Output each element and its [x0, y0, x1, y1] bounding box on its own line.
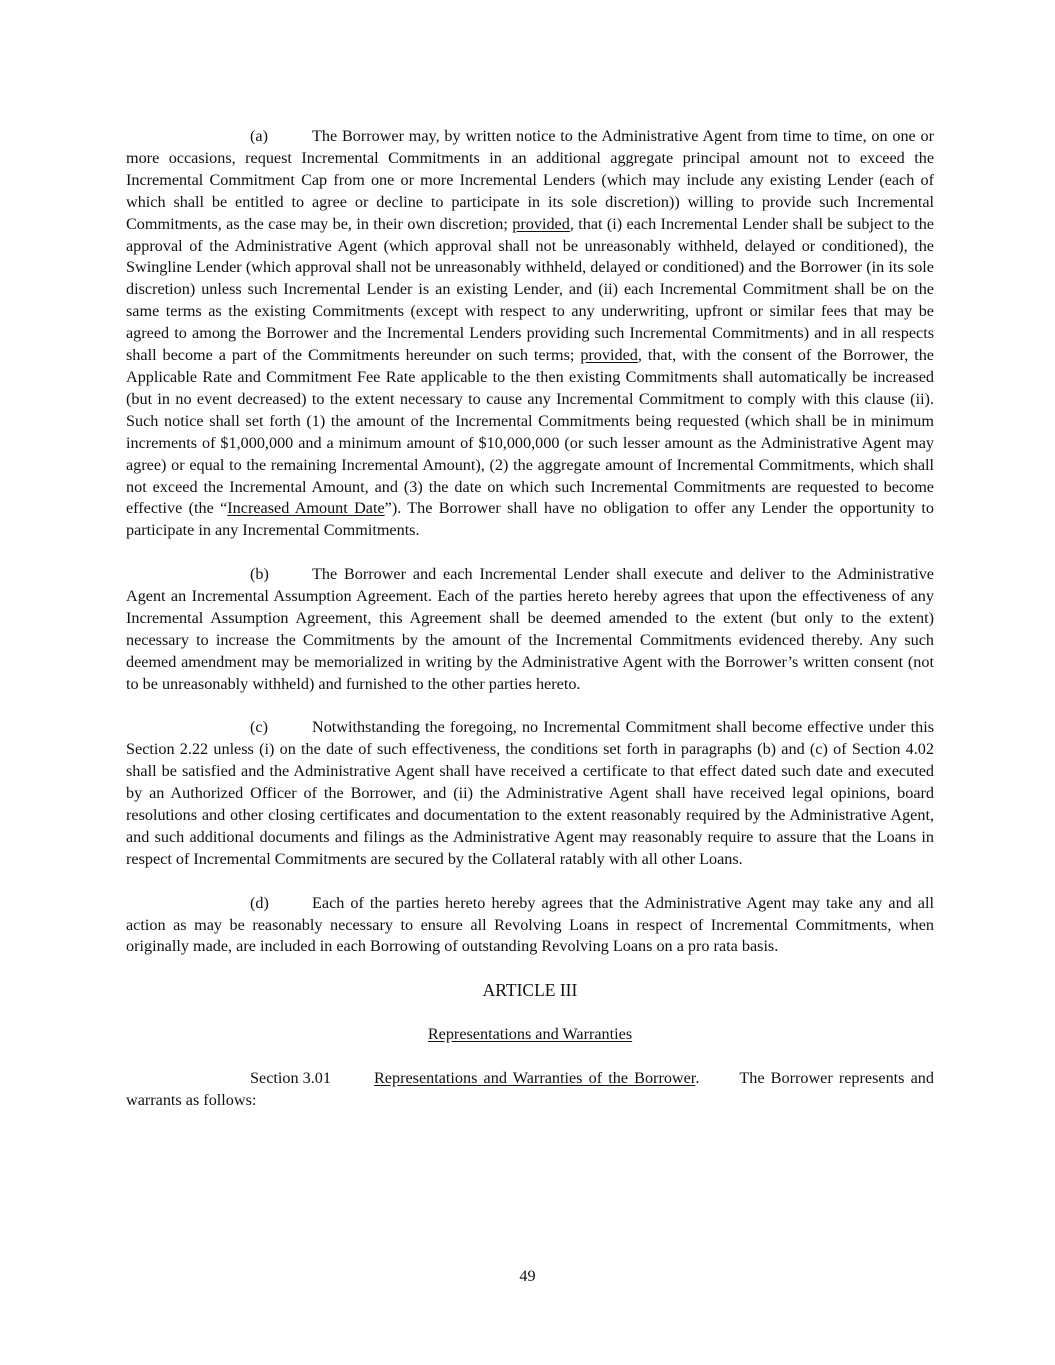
paragraph-a-text-3: , that, with the consent of the Borrower, the Applicable Rate and Commitment Fee Rate applicable to the then existing Commitments shall automatically be increased (but in no event decreased) to the extent necessary to cause any Incremental Commitment to comply with this clause (ii). Such notice shall set forth (1) the amount of the Incremental Commitments being requested (which shall be in minimum increments of $1,000,000 and a minimum amount of $10,000,000 (or such lesser amount as the Administrative Agent may agree) or equal to the remaining Incremental Amount), (2) the aggregate amount of Incremental Commitments, which shall not exceed the Incremental Amount, and (3) the date on which such Incremental Commitments are requested to become effective (the “ — [126, 346, 934, 518]
provided-term-1: provided — [512, 214, 570, 233]
paragraph-a-text-4: ”). The Borrower shall have no obligation to offer any Lender the opportunity to participate in any Incremental Commitments. — [126, 499, 935, 540]
paragraph-b-text: The Borrower and each Incremental Lender shall execute and deliver to the Administrative Agent an Incremental Assumption Agreement. Each of the parties hereto hereby agrees that upon the effectiveness of any Incremental Assumption Agreement, this Agreement shall be deemed amended to the extent (but only to the extent) necessary to increase the Commitments by the amount of the Incremental Commitments evidenced thereby. Any such deemed amendment may be memorialized in writing by the Administrative Agent with the Borrower’s written consent (not to be unreasonably withheld) and furnished to the other parties hereto. — [126, 565, 934, 693]
paragraph-a-label: (a) — [250, 127, 268, 145]
paragraph-d-text: Each of the parties hereto hereby agrees that the Administrative Agent may take any and all action as may be reasonably necessary to ensure all Revolving Loans in respect of Incremental Commitments, when originally made, are included in each Borrowing of outstanding Revolving Loans on a pro rata basis. — [126, 893, 934, 956]
paragraph-c — [126, 717, 934, 870]
provided-term-2: provided — [580, 346, 638, 365]
document-page — [126, 126, 934, 1112]
paragraph-b-label: (b) — [250, 565, 269, 584]
section-3-01-period: . — [695, 1069, 700, 1088]
section-3-01-title: Representations and Warranties of the Borrower — [374, 1069, 696, 1088]
paragraph-a-text-1: The Borrower may, by written notice to the Administrative Agent from time to time, on one or more occasions, request Incremental Commitments in an additional aggregate principal amount not to exceed the Incremental Commitment Cap from one or more Incremental Lenders (which may include any existing Lender (each of which shall be entitled to agree or decline to participate in its sole discretion)) willing to provide such Incremental Commitments, as the case may be, in their own discretion; — [126, 127, 934, 233]
section-3-01-text: The Borrower represents and warrants as follows: — [126, 1069, 934, 1109]
article-heading: ARTICLE III — [482, 980, 578, 1001]
paragraph-c-text: Notwithstanding the foregoing, no Incremental Commitment shall become effective under this Section 2.22 unless (i) on the date of such effectiveness, the conditions set forth in paragraphs (b) and (c) of Section 4.02 shall be satisfied and the Administrative Agent shall have received a certificate to that effect dated such date and executed by an Authorized Officer of the Borrower, and (ii) the Administrative Agent shall have received legal opinions, board resolutions and other closing certificates and documentation to the extent reasonably required by the Administrative Agent, and such additional documents and filings as the Administrative Agent may reasonably require to assure that the Loans in respect of Incremental Commitments are secured by the Collateral ratably with all other Loans. — [126, 718, 934, 868]
page-number: 49 — [519, 1267, 536, 1285]
article-subheading-text: Representations and Warranties — [427, 1025, 633, 1044]
paragraph-b — [126, 564, 934, 695]
section-3-01 — [126, 1068, 934, 1112]
paragraph-d — [126, 893, 934, 959]
increased-amount-date-term: Increased Amount Date — [227, 499, 385, 518]
article-subheading — [126, 1024, 934, 1046]
paragraph-c-label: (c) — [250, 718, 268, 737]
paragraph-d-label: (d) — [250, 893, 269, 912]
section-3-01-label: Section 3.01 — [250, 1069, 331, 1088]
paragraph-a — [126, 126, 934, 542]
paragraph-a-text-2: , that (i) each Incremental Lender shall be subject to the approval of the Administrative Agent (which approval shall not be unreasonably withheld, delayed or conditioned), the Swingline Lender (which approval shall not be unreasonably withheld, delayed or conditioned) and the Borrower (in its sole discretion) unless such Incremental Lender is an existing Lender, and (ii) each Incremental Commitment shall be on the same terms as the existing Commitments (except with respect to any underwriting, upfront or similar fees that may be agreed to among the Borrower and the Incremental Lenders providing such Incremental Commitments) and in all respects shall become a part of the Commitments hereunder on such terms; — [126, 214, 934, 365]
